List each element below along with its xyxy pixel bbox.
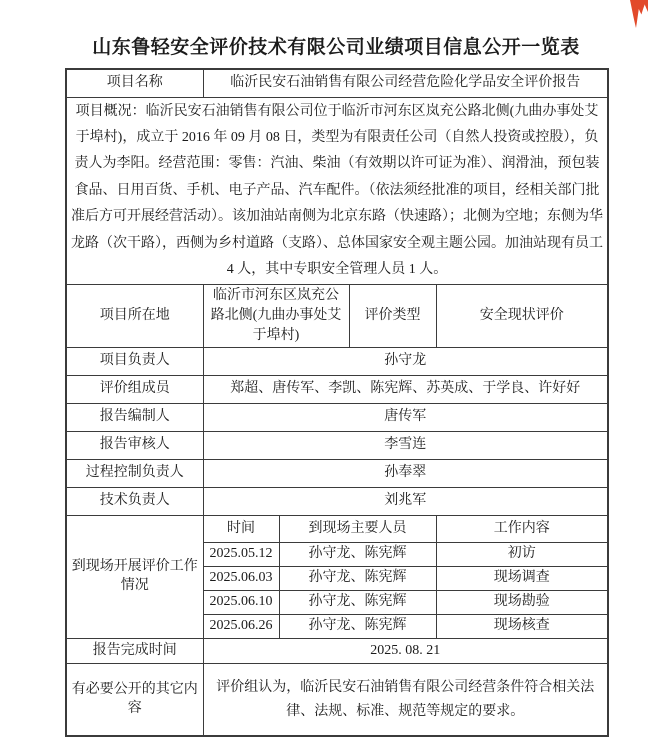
- row-leader: [66, 348, 608, 376]
- team-value: 郑超、唐传军、李凯、陈宪辉、苏英成、于学良、许好好: [203, 376, 608, 404]
- visit-task: 现场调查: [436, 567, 608, 591]
- eval-type-label: 评价类型: [349, 285, 436, 348]
- visit-people: 孙守龙、陈宪辉: [279, 615, 436, 639]
- row-team: [66, 376, 608, 404]
- page-title: 山东鲁轻安全评价技术有限公司业绩项目信息公开一览表: [92, 37, 580, 58]
- reviewer-label: 报告审核人: [66, 432, 203, 460]
- visit-date: 2025.06.26: [203, 615, 279, 639]
- row-reviewer: [66, 432, 608, 460]
- visit-people: 孙守龙、陈宪辉: [279, 591, 436, 615]
- tech-leader-value: 刘兆军: [203, 488, 608, 516]
- row-visits-header: [66, 516, 608, 543]
- location-value: 临沂市河东区岚充公路北侧(九曲办事处艾于埠村): [203, 285, 349, 348]
- row-writer: [66, 404, 608, 432]
- row-project-name: [66, 69, 608, 97]
- row-other-disclosure: [66, 664, 608, 736]
- project-name-label: 项目名称: [66, 69, 203, 97]
- project-name-value: 临沂民安石油销售有限公司经营危险化学品安全评价报告: [203, 69, 608, 97]
- visits-header-time: 时间: [203, 516, 279, 543]
- project-overview-text: 项目概况：临沂民安石油销售有限公司位于临沂市河东区岚充公路北侧(九曲办事处艾于埠村)，成立于 2016 年 09 月 08 日，类型为有限责任公司（自然人投资或控股），负责人为李阳。经营范围：零售：汽油、柴油（有效期以许可证为准）、润滑油，预包装食品、日用百货、手机、电子产品、汽车配件。（依法须经批准的项目，经相关部门批准后方可开展经营活动）。该加油站南侧为北京东路（快速路）；北侧为空地；东侧为华龙路（次干路），西侧为乡村道路（支路）、总体国家安全观主题公园。加油站现有员工 4 人，其中专职安全管理人员 1 人。: [66, 97, 608, 285]
- visits-header-people: 到现场主要人员: [279, 516, 436, 543]
- leader-label: 项目负责人: [66, 348, 203, 376]
- visits-header-task: 工作内容: [436, 516, 608, 543]
- visit-date: 2025.06.10: [203, 591, 279, 615]
- row-tech-leader: [66, 488, 608, 516]
- visit-people: 孙守龙、陈宪辉: [279, 567, 436, 591]
- reviewer-value: 李雪连: [203, 432, 608, 460]
- completion-label: 报告完成时间: [66, 639, 203, 664]
- visits-label: 到现场开展评价工作情况: [66, 516, 203, 639]
- writer-label: 报告编制人: [66, 404, 203, 432]
- process-control-label: 过程控制负责人: [66, 460, 203, 488]
- completion-value: 2025. 08. 21: [203, 639, 608, 664]
- row-completion: [66, 639, 608, 664]
- visit-task: 现场核查: [436, 615, 608, 639]
- visit-people: 孙守龙、陈宪辉: [279, 543, 436, 567]
- row-overview: [66, 97, 608, 285]
- row-location: [66, 285, 608, 348]
- red-ribbon-corner-icon: [628, 0, 648, 30]
- writer-value: 唐传军: [203, 404, 608, 432]
- row-process-control: [66, 460, 608, 488]
- process-control-value: 孙奉翠: [203, 460, 608, 488]
- eval-type-value: 安全现状评价: [436, 285, 608, 348]
- visit-date: 2025.05.12: [203, 543, 279, 567]
- location-label: 项目所在地: [66, 285, 203, 348]
- leader-value: 孙守龙: [203, 348, 608, 376]
- other-disclosure-value: 评价组认为，临沂民安石油销售有限公司经营条件符合相关法律、法规、标准、规范等规定的要求。: [203, 664, 608, 736]
- visit-date: 2025.06.03: [203, 567, 279, 591]
- other-disclosure-label: 有必要公开的其它内容: [66, 664, 203, 736]
- team-label: 评价组成员: [66, 376, 203, 404]
- tech-leader-label: 技术负责人: [66, 488, 203, 516]
- project-info-table: [65, 68, 609, 737]
- visit-task: 现场勘验: [436, 591, 608, 615]
- visit-task: 初访: [436, 543, 608, 567]
